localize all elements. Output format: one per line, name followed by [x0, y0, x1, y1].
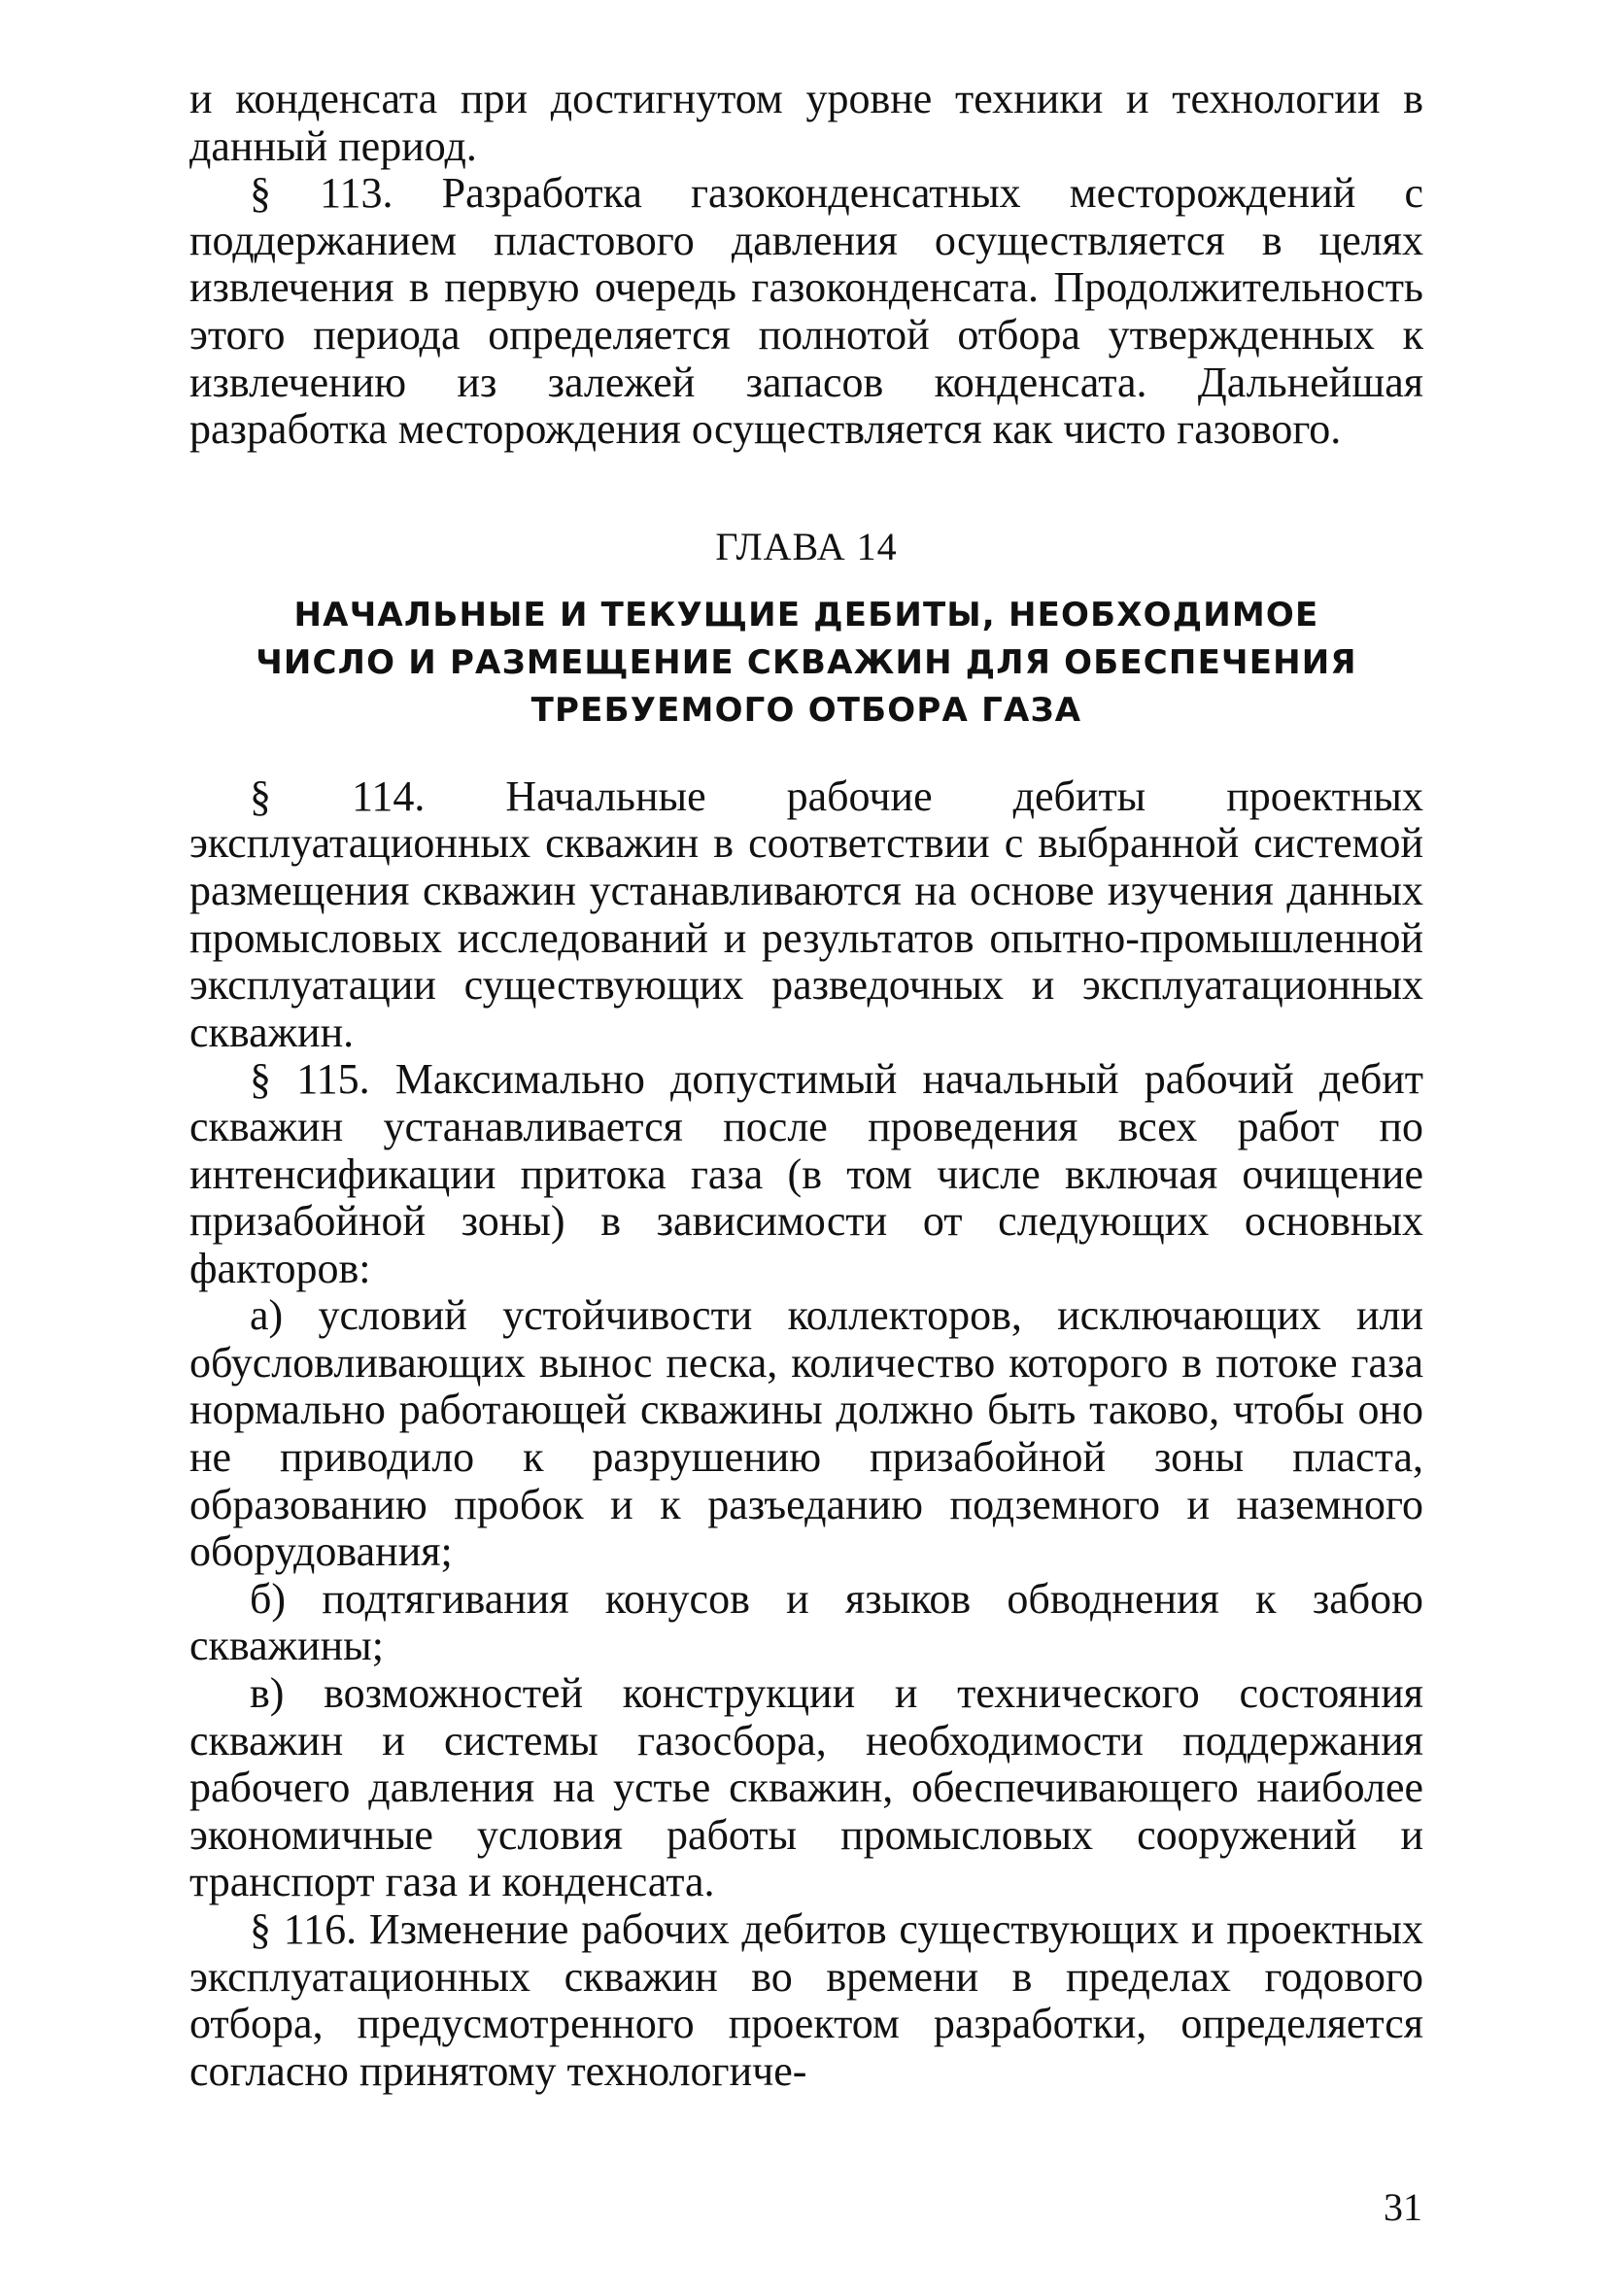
item-b-paragraph: б) подтягивания конусов и языков обводнения к забою скважины; — [189, 1574, 1423, 1670]
intro-paragraph: и конденсата при достигнутом уровне техники и технологии в данный период. — [189, 75, 1423, 170]
item-v-paragraph: в) возможностей конструкции и технического состояния скважин и системы газосбора, необходимости поддержания рабочего давления на устье скважин, обеспечивающего наиболее экономичные условия работы промысловых сооружений и транспорт газа и конденсата. — [189, 1669, 1423, 1906]
chapter-title-line-2: ЧИСЛО И РАЗМЕЩЕНИЕ СКВАЖИН ДЛЯ ОБЕСПЕЧЕНИЯ — [256, 642, 1357, 682]
chapter-title-line-1: НАЧАЛЬНЫЕ И ТЕКУЩИЕ ДЕБИТЫ, НЕОБХОДИМОЕ — [293, 595, 1319, 634]
page-number: 31 — [1384, 2185, 1422, 2229]
item-a-paragraph: а) условий устойчивости коллекторов, исключающих или обусловливающих вынос песка, количество которого в потоке газа нормально работающей скважины должно быть таково, чтобы оно не приводило к разрушению призабойной зоны пласта, образованию пробок и к разъеданию подземного и наземного оборудования; — [189, 1291, 1423, 1576]
section-115-paragraph: § 115. Максимально допустимый начальный рабочий дебит скважин устанавливается после проведения всех работ по интенсификации притока газа (в том числе включая очищение призабойной зоны) в зависимости от следующих основных факторов: — [189, 1055, 1423, 1292]
section-114-paragraph: § 114. Начальные рабочие дебиты проектных эксплуатационных скважин в соответствии с выбранной системой размещения скважин устанавливаются на основе изучения данных промысловых исследований и результатов опытно-промышленной эксплуатации существующих разведочных и эксплуатационных скважин. — [189, 771, 1423, 1056]
section-113-paragraph: § 113. Разработка газоконденсатных месторождений с поддержанием пластового давления осуществляется в целях извлечения в первую очередь газоконденсата. Продолжительность этого периода определяется полнотой отбора утвержденных к извлечению из залежей запасов конденсата. Дальнейшая разработка месторождения осуществляется как чисто газового. — [189, 169, 1423, 454]
chapter-title — [189, 592, 1423, 735]
chapter-title-line-3: ТРЕБУЕМОГО ОТБОРА ГАЗА — [530, 690, 1082, 730]
chapter-label: ГЛАВА 14 — [715, 524, 898, 568]
section-116-paragraph: § 116. Изменение рабочих дебитов существующих и проектных эксплуатационных скважин во времени в пределах годового отбора, предусмотренного проектом разработки, определяется согласно принятому технологиче- — [189, 1905, 1423, 2095]
document-page — [189, 76, 1423, 2252]
